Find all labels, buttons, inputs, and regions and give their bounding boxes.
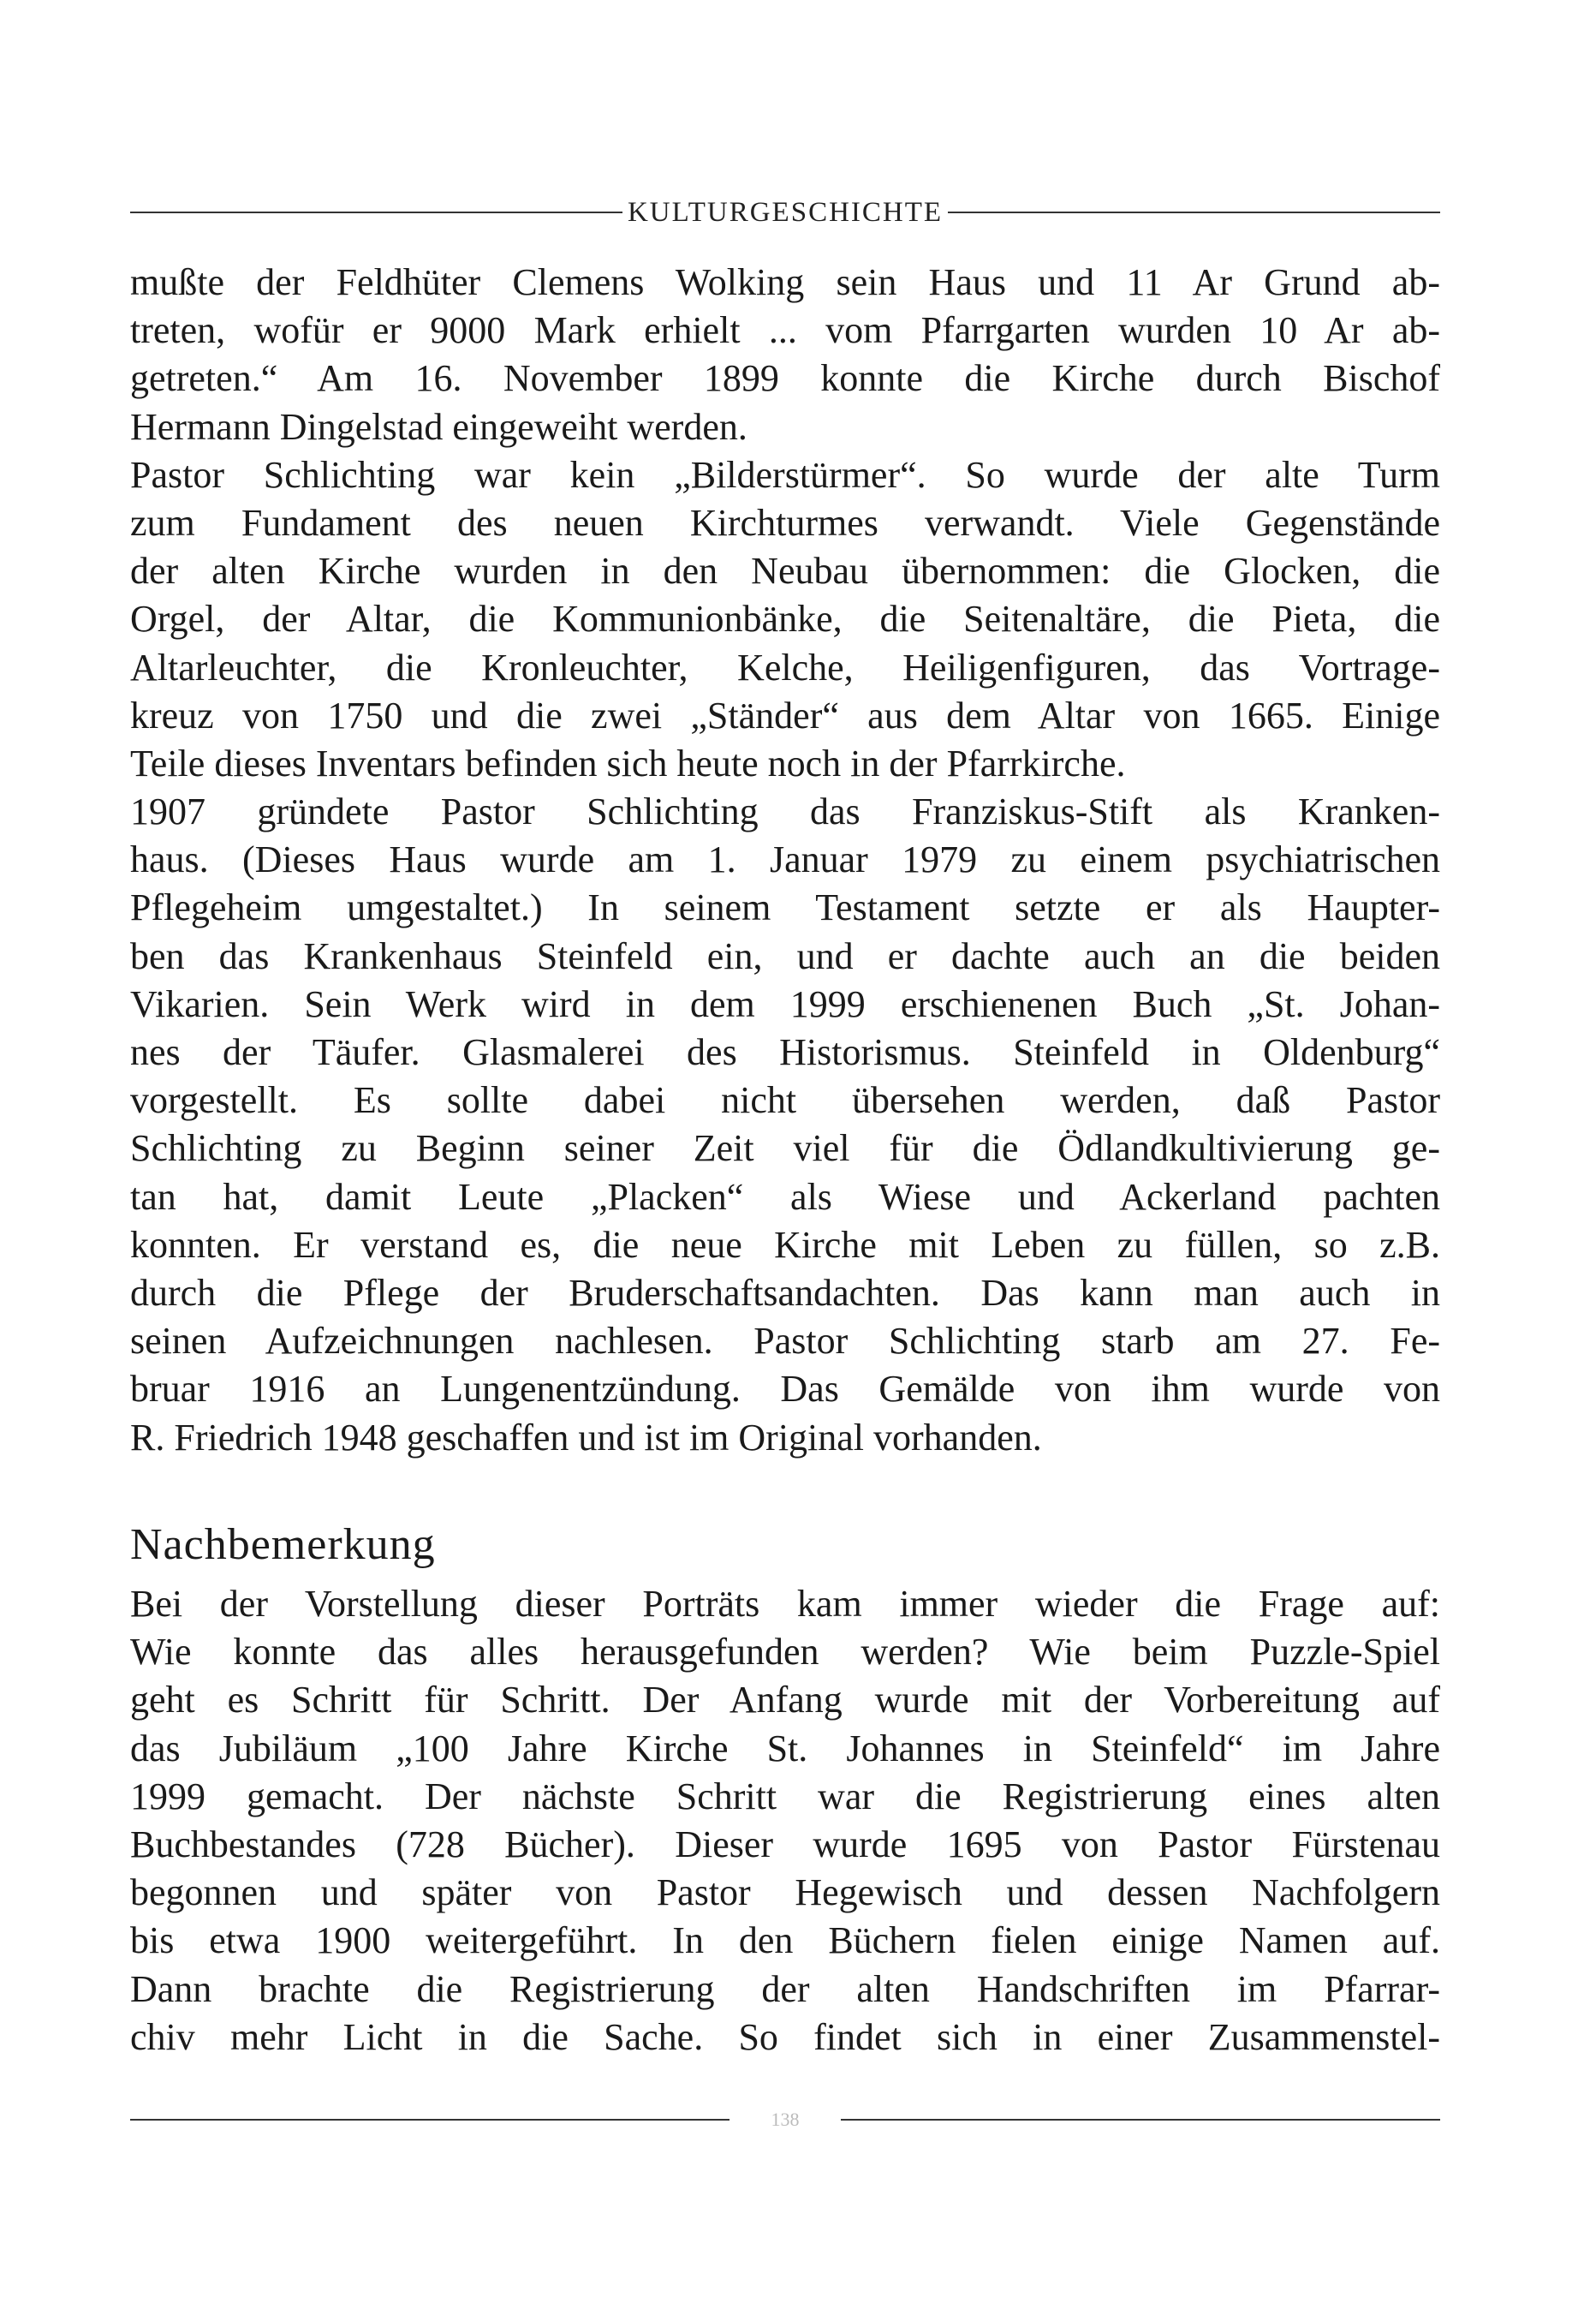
header-rule-left	[130, 212, 622, 213]
text-line: der alten Kirche wurden in den Neubau übernommen: die Glocken, die	[130, 550, 1440, 593]
text-line: kreuz von 1750 und die zwei „Ständer“ aus dem Altar von 1665. Einige	[130, 694, 1440, 737]
text-line: geht es Schritt für Schritt. Der Anfang wurde mit der Vorbereitung auf	[130, 1679, 1440, 1721]
text-line: Schlichting zu Beginn seiner Zeit viel für die Ödlandkultivierung ge-	[130, 1127, 1440, 1170]
text-line: Vikarien. Sein Werk wird in dem 1999 erschienenen Buch „St. Johan-	[130, 982, 1440, 1025]
text-line: Altarleuchter, die Kronleuchter, Kelche, Heiligenfiguren, das Vortrage-	[130, 646, 1440, 689]
text-line: Orgel, der Altar, die Kommunionbänke, die Seitenaltäre, die Pieta, die	[130, 598, 1440, 641]
text-line: vorgestellt. Es sollte dabei nicht übersehen werden, daß Pastor	[130, 1079, 1440, 1122]
text-line: Pastor Schlichting war kein „Bilderstürmer“. So wurde der alte Turm	[130, 453, 1440, 496]
text-line: Dann brachte die Registrierung der alten Handschriften im Pfarrar-	[130, 1967, 1440, 2010]
section-title: KULTURGESCHICHTE	[627, 196, 944, 228]
text-line: durch die Pflege der Bruderschaftsandachten. Das kann man auch in	[130, 1271, 1440, 1314]
text-line: konnten. Er verstand es, die neue Kirche mit Leben zu füllen, so z.B.	[130, 1223, 1440, 1266]
text-line: zum Fundament des neuen Kirchturmes verwandt. Viele Gegenstände	[130, 501, 1440, 544]
footer-rule-left	[130, 2119, 730, 2121]
text-line: 1907 gründete Pastor Schlichting das Franziskus-Stift als Kranken-	[130, 791, 1440, 833]
text-line: Buchbestandes (728 Bücher). Dieser wurde 1695 von Pastor Fürstenau	[130, 1823, 1440, 1865]
text-line: Hermann Dingelstad eingeweiht werden.	[130, 405, 747, 448]
text-line: treten, wofür er 9000 Mark erhielt ... vom Pfarrgarten wurden 10 Ar ab-	[130, 309, 1440, 352]
text-line: begonnen und später von Pastor Hegewisch und dessen Nachfolgern	[130, 1871, 1440, 1914]
text-line: getreten.“ Am 16. November 1899 konnte die Kirche durch Bischof	[130, 357, 1440, 400]
text-line: bis etwa 1900 weitergeführt. In den Büchern fielen einige Namen auf.	[130, 1919, 1440, 1962]
page-footer	[130, 2107, 1440, 2133]
text-line: Bei der Vorstellung dieser Porträts kam immer wieder die Frage auf:	[130, 1583, 1440, 1625]
page-number: 138	[771, 2109, 800, 2130]
text-line: seinen Aufzeichnungen nachlesen. Pastor Schlichting starb am 27. Fe-	[130, 1320, 1440, 1363]
text-line: 1999 gemacht. Der nächste Schritt war die Registrierung eines alten	[130, 1775, 1440, 1817]
text-line: mußte der Feldhüter Clemens Wolking sein Haus und 11 Ar Grund ab-	[130, 261, 1440, 303]
running-header	[130, 195, 1440, 230]
text-line: bruar 1916 an Lungenentzündung. Das Gemälde von ihm wurde von	[130, 1368, 1440, 1411]
afterword-paragraph	[130, 1580, 1440, 2061]
section-heading: Nachbemerkung	[130, 1520, 436, 1569]
text-line: chiv mehr Licht in die Sache. So findet sich in einer Zusammenstel-	[130, 2015, 1440, 2058]
text-line: nes der Täufer. Glasmalerei des Historismus. Steinfeld in Oldenburg“	[130, 1031, 1440, 1073]
text-line: Wie konnte das alles herausgefunden werden? Wie beim Puzzle-Spiel	[130, 1631, 1440, 1674]
text-line: tan hat, damit Leute „Placken“ als Wiese und Ackerland pachten	[130, 1175, 1440, 1218]
header-rule-right	[948, 212, 1440, 213]
text-line: Pflegeheim umgestaltet.) In seinem Testament setzte er als Haupter-	[130, 886, 1440, 929]
text-line: das Jubiläum „100 Jahre Kirche St. Johannes in Steinfeld“ im Jahre	[130, 1727, 1440, 1769]
text-line: R. Friedrich 1948 geschaffen und ist im Original vorhanden.	[130, 1416, 1042, 1459]
text-line: haus. (Dieses Haus wurde am 1. Januar 1979 zu einem psychiatrischen	[130, 838, 1440, 881]
text-line: Teile dieses Inventars befinden sich heute noch in der Pfarrkirche.	[130, 742, 1126, 785]
text-line: ben das Krankenhaus Steinfeld ein, und er dachte auch an die beiden	[130, 934, 1440, 977]
footer-rule-right	[841, 2119, 1440, 2121]
body-paragraphs	[130, 259, 1440, 1462]
